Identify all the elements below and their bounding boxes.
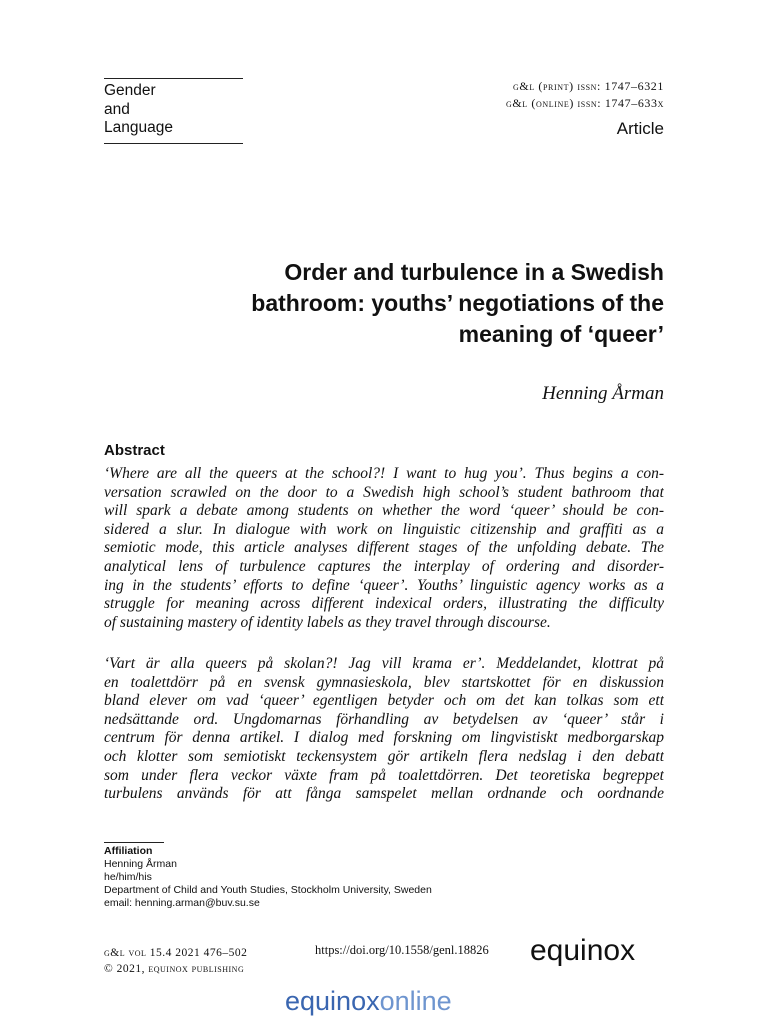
abstract-line: ‘Vart är alla queers på skolan?! Jag vill krama er’. Meddelandet, klottrat på bbox=[104, 655, 664, 672]
journal-name-line: Gender bbox=[104, 82, 156, 99]
abstract-line: semiotic mode, this article analyses different stages of the unfolding debate. The bbox=[104, 539, 664, 557]
affiliation-line: Henning Årman bbox=[104, 858, 177, 870]
abstract-line: och klotter som semiotiskt teckensystem gör artikeln flera nedslag i den debatt bbox=[104, 747, 664, 765]
doi-link[interactable]: https://doi.org/10.1558/genl.18826 bbox=[315, 943, 489, 957]
affiliation-line: Department of Child and Youth Studies, Stockholm University, Sweden bbox=[104, 884, 432, 896]
journal-top-rule bbox=[104, 78, 243, 79]
citation: g&l vol 15.4 2021 476–502 bbox=[104, 947, 248, 959]
abstract-line: centrum för denna artikel. I dialog med forskning om lingvistiskt medborgarskap bbox=[104, 729, 664, 747]
title-line: meaning of ‘queer’ bbox=[458, 321, 664, 347]
affiliation-rule bbox=[104, 842, 164, 843]
affiliation-block bbox=[104, 845, 432, 910]
title-line: bathroom: youths’ negotiations of the bbox=[251, 290, 664, 316]
online-logo-suffix: online bbox=[379, 986, 452, 1016]
abstract-line: bland elever om vad ‘queer’ egentligen betyder och om det kan tolkas som ett bbox=[104, 692, 664, 710]
abstract-line: ‘Where are all the queers at the school?! I want to hug you’. Thus begins a con- bbox=[104, 465, 664, 482]
issn-block bbox=[506, 78, 664, 112]
journal-name-line: Language bbox=[104, 119, 173, 136]
article-type: Article bbox=[616, 119, 664, 138]
abstract-line: will spark a debate among students on whether the word ‘queer’ should be con- bbox=[104, 502, 664, 520]
copyright: © 2021, equinox publishing bbox=[104, 963, 245, 975]
abstract-line: ing in the students’ efforts to define ‘queer’. Youths’ linguistic agency works as a bbox=[104, 576, 664, 594]
abstract-line: som under flera veckor växte fram på toalettdörren. Det teoretiska begreppet bbox=[104, 766, 664, 784]
equinox-logo: equinox bbox=[530, 934, 636, 967]
author-name: Henning Årman bbox=[542, 383, 664, 404]
abstract-line: sidered a slur. In dialogue with work on linguistic citizenship and graffiti as a bbox=[104, 520, 664, 538]
issn-print: g&l (print) issn: 1747–6321 bbox=[513, 79, 664, 93]
abstract-line: nedsättande ord. Ungdomarnas förhandling av betydelsen av ‘queer’ står i bbox=[104, 710, 664, 728]
abstract-swedish bbox=[104, 655, 664, 804]
journal-name bbox=[104, 82, 173, 138]
affiliation-email: email: henning.arman@buv.su.se bbox=[104, 897, 260, 909]
affiliation-heading: Affiliation bbox=[104, 845, 153, 857]
article-title bbox=[144, 257, 664, 350]
abstract-line: versation scrawled on the door to a Swedish high school’s student bathroom that bbox=[104, 483, 664, 501]
online-logo-main: equinox bbox=[285, 986, 380, 1016]
title-line: Order and turbulence in a Swedish bbox=[284, 259, 664, 285]
abstract-line: en toalettdörr på en svensk gymnasieskola, blev startskottet för en diskussion bbox=[104, 673, 664, 691]
affiliation-line: he/him/his bbox=[104, 871, 152, 883]
equinox-online-logo bbox=[285, 986, 452, 1017]
abstract-heading: Abstract bbox=[104, 442, 165, 459]
journal-name-line: and bbox=[104, 100, 130, 118]
abstract-line: analytical lens of turbulence captures the interplay of ordering and disorder- bbox=[104, 557, 664, 575]
footer-citation-block bbox=[104, 945, 247, 977]
abstract-line: turbulens används för att fånga samspelet mellan ordnande och oordnande bbox=[104, 785, 664, 803]
abstract-english bbox=[104, 465, 664, 632]
abstract-line: struggle for meaning across different indexical orders, illustrating the difficulty bbox=[104, 595, 664, 613]
issn-online: g&l (online) issn: 1747–633x bbox=[505, 96, 664, 110]
journal-bottom-rule bbox=[104, 143, 243, 144]
abstract-line: of sustaining mastery of identity labels as they travel through discourse. bbox=[104, 613, 551, 631]
